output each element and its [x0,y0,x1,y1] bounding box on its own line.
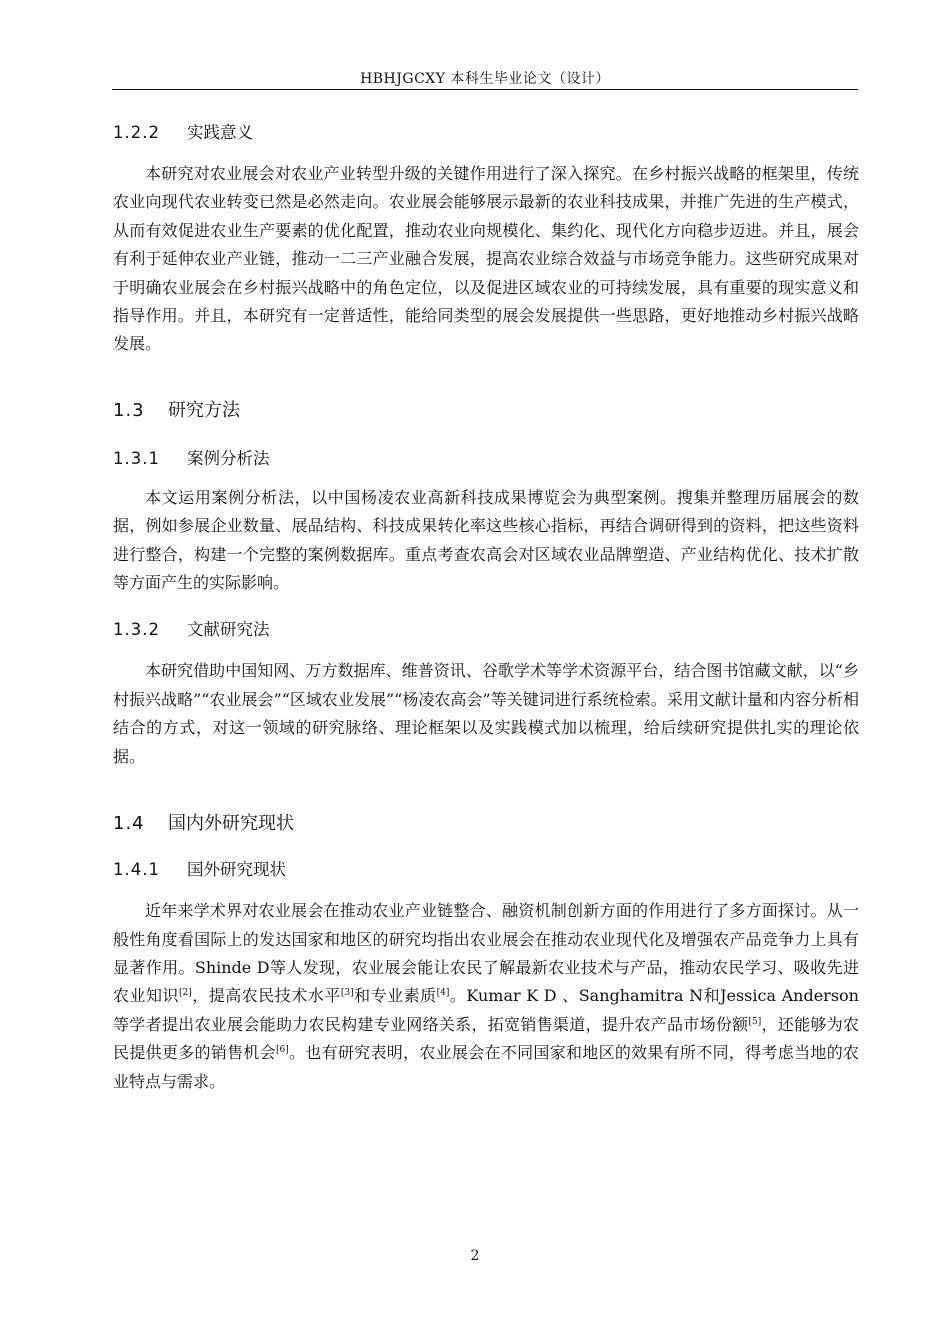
header-rule [112,89,858,90]
paragraph-text: 近年来学术界对农业展会在推动农业产业链整合、融资机制创新方面的作用进行了多方面探讨。从一般性角度看国际上的发达国家和地区的研究均指出农业展会在推动农业现代化及增强农产品竞争力上具有显著作用。Shinde D等人发现，农业展会能让农民了解最新农业技术与产品，推动农民学习、吸收先进农业知识 [113,901,859,1006]
heading-title: 国内外研究现状 [168,813,294,835]
heading-number: 1.3.2 [113,620,160,640]
citation-ref[interactable]: [5] [748,1016,762,1027]
citation-ref[interactable]: [6] [275,1045,289,1056]
heading-number: 1.4.1 [113,860,160,880]
paragraph-text: ，提高农民技术水平 [191,986,341,1006]
heading-number: 1.4 [113,813,145,835]
paragraph-text: 。也有研究表明，农业展会在不同国家和地区的效果有所不同，得考虑当地的农业特点与需求。 [113,1043,859,1091]
heading-1-3-2 [113,615,859,645]
heading-1-2-2 [113,118,859,148]
page-number: 2 [470,1248,480,1264]
citation-ref[interactable]: [2] [179,988,192,999]
heading-title: 研究方法 [168,399,240,421]
paragraph-text: 和专业素质 [353,986,437,1006]
heading-title: 文献研究法 [187,620,270,640]
paragraph-text: 。Kumar K D 、Sanghamitra N和Jessica Anderson等学者提出农业展会能助力农民构建专业网络关系，拓宽销售渠道，提升农产品市场份额 [113,986,859,1034]
heading-1-4-1 [113,855,859,885]
paragraph-foreign-research [113,897,859,1096]
heading-number: 1.2.2 [113,123,160,142]
paragraph-text: ，还能够为农民提供更多的销售机会 [113,1014,859,1063]
heading-title: 实践意义 [187,123,253,142]
heading-1-3-1 [113,444,859,474]
heading-1-3 [113,394,859,428]
paragraph-literature-research: 本研究借助中国知网、万方数据库、维普资讯、谷歌学术等学术资源平台，结合图书馆藏文献，以“乡村振兴战略”“农业展会”“区域农业发展”“杨凌农高会”等关键词进行系统检索。采用文献计量和内容分析相结合的方式，对这一领域的研究脉络、理论框架以及实践模式加以梳理，给后续研究提供扎实的理论依据。 [113,661,859,766]
citation-ref[interactable]: [4] [436,988,450,999]
heading-number: 1.3 [113,399,145,421]
heading-number: 1.3.1 [113,448,160,468]
paragraph-practical-significance: 本研究对农业展会对农业产业转型升级的关键作用进行了深入探究。在乡村振兴战略的框架里，传统农业向现代农业转变已然是必然走向。农业展会能够展示最新的农业科技成果，并推广先进的生产模式，从而有效促进农业生产要素的优化配置，推动农业向规模化、集约化、现代化方向稳步迈进。并且，展会有利于延伸农业产业链，推动一二三产业融合发展，提高农业综合效益与市场竞争能力。这些研究成果对于明确农业展会在乡村振兴战略中的角色定位，以及促进区域农业的可持续发展，具有重要的现实意义和指导作用。并且，本研究有一定普适性，能给同类型的展会发展提供一些思路，更好地推动乡村振兴战略发展。 [113,164,859,354]
running-header: HBHJGCXY 本科生毕业论文（设计） [360,71,610,87]
paragraph-case-analysis: 本文运用案例分析法，以中国杨凌农业高新科技成果博览会为典型案例。搜集并整理历届展会的数据，例如参展企业数量、展品结构、科技成果转化率这些核心指标，再结合调研得到的资料，把这些资料进行整合，构建一个完整的案例数据库。重点考查农高会对区域农业品牌塑造、产业结构优化、技术扩散等方面产生的实际影响。 [113,487,859,593]
heading-1-4 [113,807,859,841]
heading-title: 案例分析法 [187,448,270,468]
page-content [113,118,859,1096]
citation-ref[interactable]: [3] [340,988,354,999]
heading-title: 国外研究现状 [187,860,286,880]
